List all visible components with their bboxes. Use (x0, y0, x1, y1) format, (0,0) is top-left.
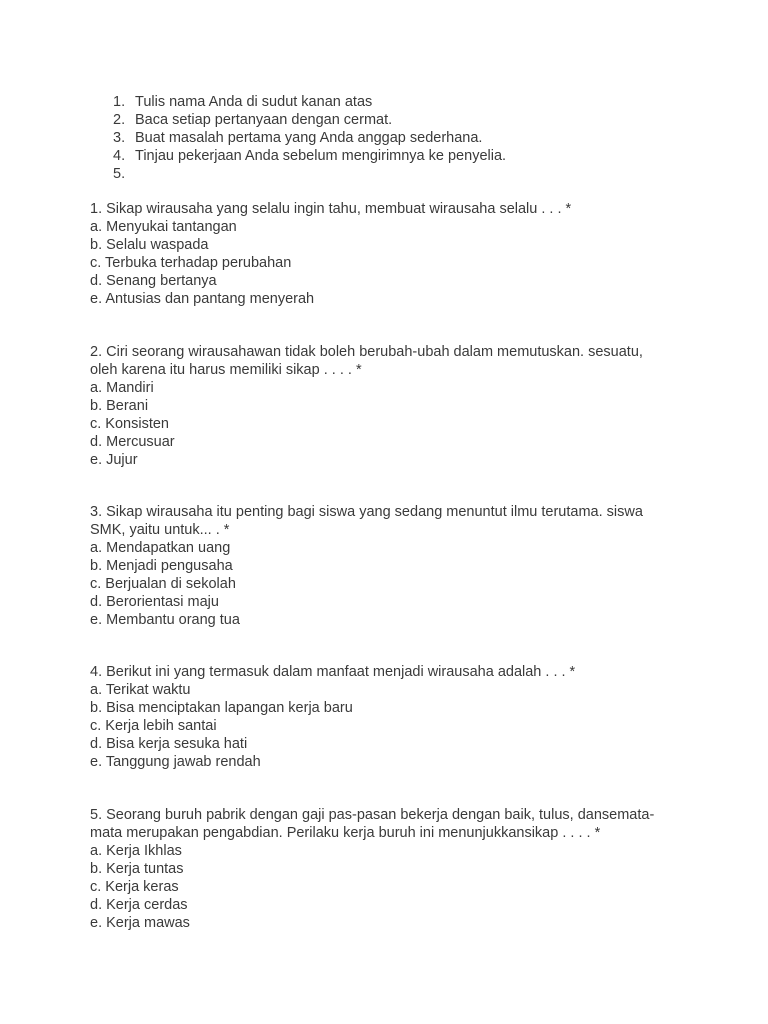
option-b: b. Menjadi pengusaha (90, 558, 233, 574)
option-c: c. Berjualan di sekolah (90, 576, 236, 592)
option-e: e. Antusias dan pantang menyerah (90, 291, 315, 307)
instruction-number: 2. (113, 112, 126, 128)
question-text: 5. Seorang buruh pabrik dengan gaji pas-pasan bekerja dengan baik, tulus, dansemata- (90, 807, 655, 823)
option-b: b. Bisa menciptakan lapangan kerja baru (90, 700, 353, 716)
instruction-text: Tinjau pekerjaan Anda sebelum mengirimnya ke penyelia. (135, 148, 507, 164)
instructions-list (113, 93, 506, 183)
instruction-item (113, 93, 506, 111)
option-d: d. Senang bertanya (90, 273, 217, 289)
question-1 (90, 200, 690, 308)
option-d: d. Berorientasi maju (90, 594, 219, 610)
option-e: e. Kerja mawas (90, 915, 190, 931)
question-text: 1. Sikap wirausaha yang selalu ingin tahu, membuat wirausaha selalu . . . * (90, 201, 572, 217)
option-a: a. Mandiri (90, 380, 154, 396)
option-a: a. Mendapatkan uang (90, 540, 231, 556)
question-text: 2. Ciri seorang wirausahawan tidak boleh berubah-ubah dalam memutuskan. sesuatu, (90, 344, 643, 360)
option-e: e. Jujur (90, 452, 138, 468)
instruction-item (113, 111, 506, 129)
option-e: e. Tanggung jawab rendah (90, 754, 261, 770)
instruction-number: 1. (113, 94, 126, 110)
question-3 (90, 503, 690, 629)
option-b: b. Berani (90, 398, 149, 414)
option-c: c. Konsisten (90, 416, 169, 432)
instruction-number: 4. (113, 148, 126, 164)
option-c: c. Kerja lebih santai (90, 718, 217, 734)
option-e: e. Membantu orang tua (90, 612, 240, 628)
option-b: b. Kerja tuntas (90, 861, 184, 877)
option-a: a. Terikat waktu (90, 682, 191, 698)
question-2 (90, 343, 690, 469)
instruction-text: Buat masalah pertama yang Anda anggap sederhana. (135, 130, 483, 146)
option-a: a. Menyukai tantangan (90, 219, 237, 235)
question-text: oleh karena itu harus memiliki sikap . . . . * (90, 362, 362, 378)
instruction-item (113, 165, 506, 183)
question-5 (90, 806, 690, 932)
option-c: c. Kerja keras (90, 879, 179, 895)
instruction-item (113, 147, 506, 165)
instruction-number: 3. (113, 130, 126, 146)
option-c: c. Terbuka terhadap perubahan (90, 255, 292, 271)
question-text: mata merupakan pengabdian. Perilaku kerja buruh ini menunjukkansikap . . . . * (90, 825, 601, 841)
question-text: 4. Berikut ini yang termasuk dalam manfaat menjadi wirausaha adalah . . . * (90, 664, 576, 680)
instruction-text: Baca setiap pertanyaan dengan cermat. (135, 112, 393, 128)
question-text: 3. Sikap wirausaha itu penting bagi siswa yang sedang menuntut ilmu terutama. siswa (90, 504, 643, 520)
option-d: d. Kerja cerdas (90, 897, 188, 913)
option-a: a. Kerja Ikhlas (90, 843, 182, 859)
question-4 (90, 663, 690, 771)
instruction-number: 5. (113, 166, 126, 182)
option-d: d. Mercusuar (90, 434, 175, 450)
instruction-item (113, 129, 506, 147)
instruction-text: Tulis nama Anda di sudut kanan atas (135, 94, 373, 110)
option-d: d. Bisa kerja sesuka hati (90, 736, 248, 752)
question-text: SMK, yaitu untuk... . * (90, 522, 230, 538)
option-b: b. Selalu waspada (90, 237, 209, 253)
